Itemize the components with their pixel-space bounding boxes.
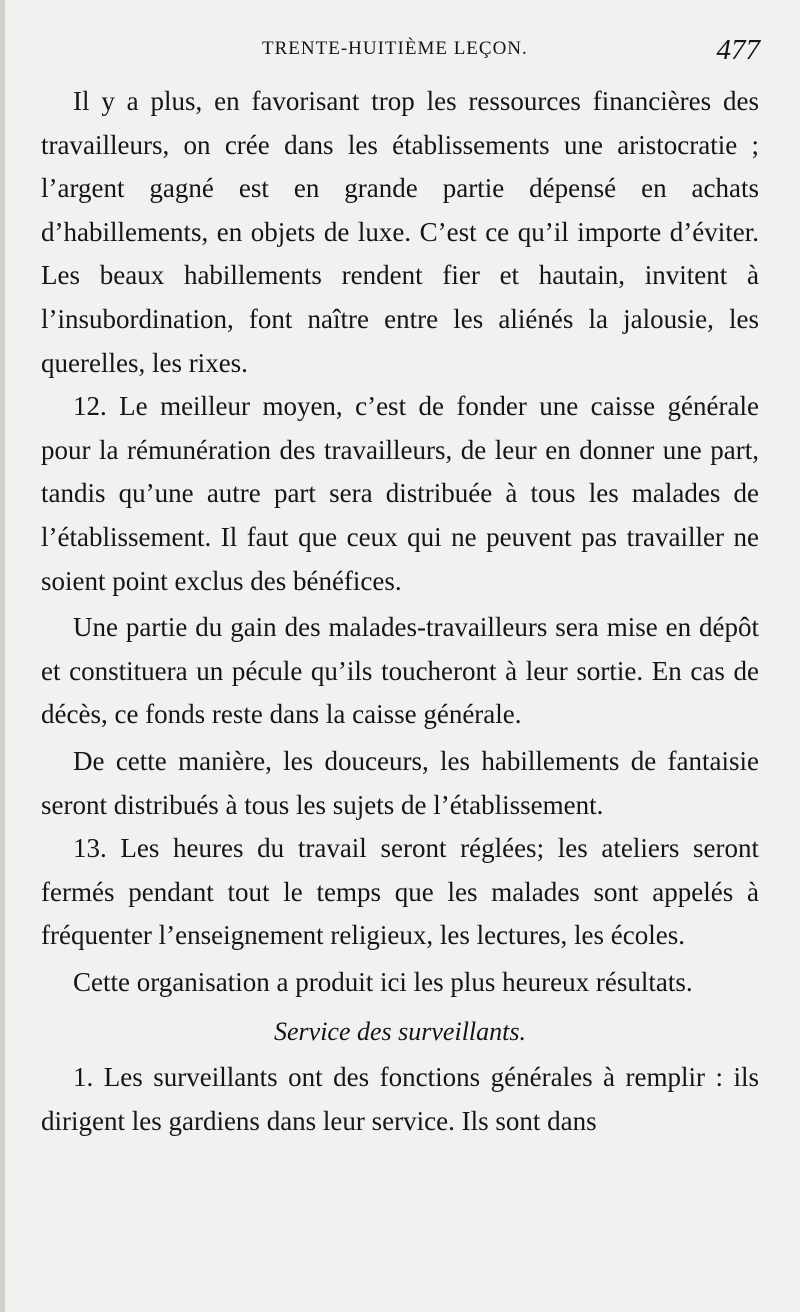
section-title: Service des surveillants. (274, 1017, 526, 1047)
paragraph: De cette manière, les douceurs, les habillements de fantaisie seront distribués à tous les sujets de l’établissement. (41, 745, 759, 820)
page-edge (0, 0, 5, 1312)
paragraph: 12. Le meilleur moyen, c’est de fonder une caisse générale pour la rémunération des travailleurs, de leur en donner une part, tandis qu’une autre part sera distribuée à tous les malades de l’établissement. Il faut que ceux qui ne peuvent pas travailler ne soient point exclus des bénéfices. (41, 391, 759, 596)
body-text (41, 80, 759, 1143)
paragraph: Une partie du gain des malades-travailleurs sera mise en dépôt et constituera un pécule qu’ils toucheront à leur sortie. En cas de décès, ce fonds reste dans la caisse générale. (41, 612, 759, 730)
paragraph: Cette organisation a produit ici les plus heureux résultats. (73, 966, 693, 997)
paragraph: 1. Les surveillants ont des fonctions générales à remplir : ils dirigent les gardiens dans leur service. Ils sont dans (41, 1062, 759, 1136)
paragraph: Il y a plus, en favorisant trop les ressources financières des travailleurs, on crée dans les établissements une aristocratie ; l’argent gagné est en grande partie dépensé en achats d’habillements, en objets de luxe. C’est ce qu’il importe d’éviter. Les beaux habillements rendent fier et hautain, invitent à l’insubordination, font naître entre les aliénés la jalousie, les querelles, les rixes. (41, 86, 759, 378)
page-number: 477 (716, 34, 760, 66)
paragraph: 13. Les heures du travail seront réglées; les ateliers seront fermés pendant tout le temps que les malades sont appelés à fréquenter l’enseignement religieux, les lectures, les écoles. (41, 833, 759, 951)
running-title: TRENTE-HUITIÈME LEÇON. (262, 38, 528, 59)
page-header (0, 34, 800, 74)
